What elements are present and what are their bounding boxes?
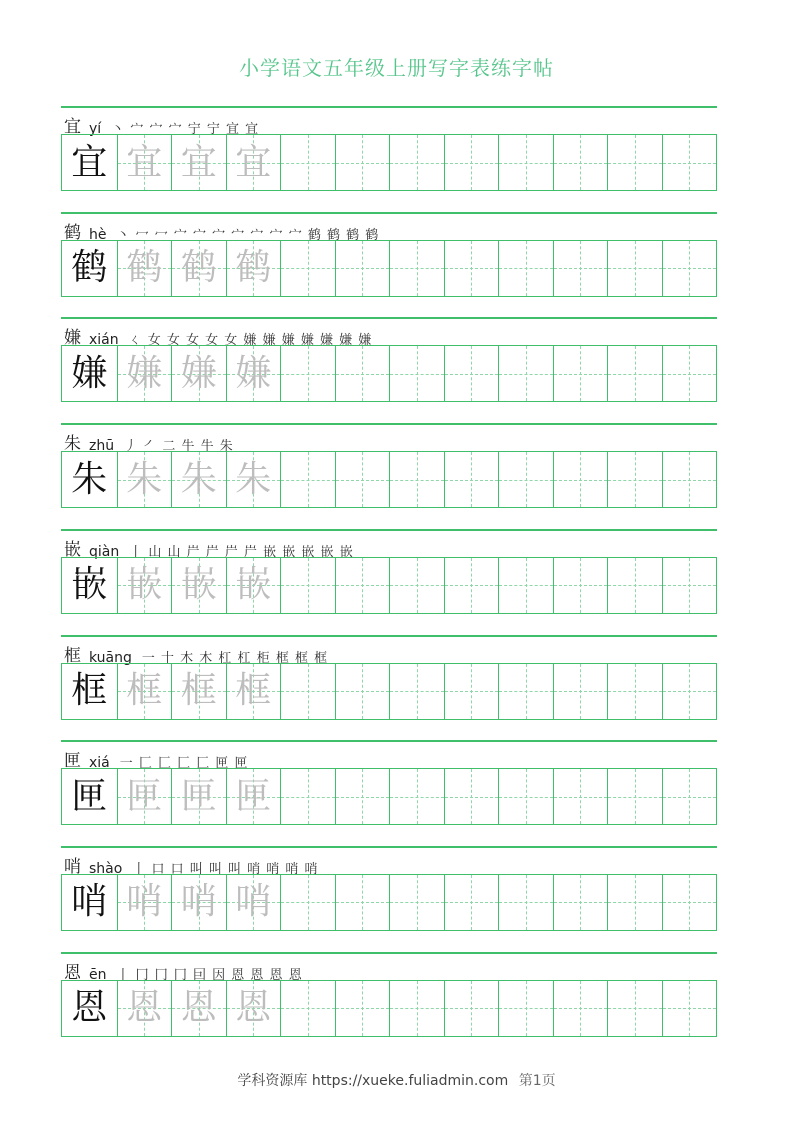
blank-cell[interactable] (498, 875, 553, 930)
guide-line-vertical (526, 875, 527, 930)
guide-line-vertical (362, 452, 363, 507)
blank-cell[interactable] (444, 452, 499, 507)
pinyin-label: hè (89, 226, 107, 243)
guide-line-vertical (689, 135, 690, 190)
blank-cell[interactable] (280, 558, 335, 613)
char-label: 匣 (64, 751, 81, 772)
guide-line-vertical (580, 135, 581, 190)
guide-line-vertical (471, 135, 472, 190)
blank-cell[interactable] (553, 664, 608, 719)
blank-cell[interactable] (662, 135, 717, 190)
guide-line-vertical (689, 241, 690, 296)
trace-character: 匣 (180, 775, 217, 817)
blank-cell[interactable] (444, 875, 499, 930)
char-practice-row (61, 423, 717, 529)
guide-line-vertical (471, 241, 472, 296)
guide-line-vertical (689, 875, 690, 930)
guide-line-vertical (308, 875, 309, 930)
trace-character: 宜 (235, 141, 272, 183)
trace-character: 朱 (235, 458, 272, 500)
blank-cell[interactable] (444, 241, 499, 296)
trace-cell[interactable] (117, 346, 172, 401)
trace-character: 宜 (180, 141, 217, 183)
blank-cell[interactable] (389, 241, 444, 296)
section-divider (61, 952, 717, 954)
guide-line-vertical (635, 664, 636, 719)
pinyin-label: kuāng (89, 649, 132, 666)
blank-cell[interactable] (498, 135, 553, 190)
footer-page: 第1页 (518, 1073, 556, 1089)
trace-character: 框 (235, 670, 272, 711)
blank-cell[interactable] (553, 452, 608, 507)
guide-line-vertical (471, 452, 472, 507)
section-divider (61, 635, 717, 637)
model-character: 宜 (71, 141, 108, 183)
model-character: 朱 (71, 458, 108, 500)
trace-cell[interactable] (117, 981, 172, 1036)
char-label: 朱 (64, 434, 81, 455)
pinyin-label: ēn (89, 966, 107, 983)
guide-line-vertical (580, 769, 581, 824)
writing-grid (61, 980, 717, 1037)
guide-line-vertical (635, 769, 636, 824)
guide-line-vertical (471, 875, 472, 930)
char-label: 鹤 (64, 222, 81, 243)
blank-cell[interactable] (389, 346, 444, 401)
model-character: 嫌 (71, 352, 108, 394)
blank-cell[interactable] (280, 981, 335, 1036)
char-practice-row (61, 846, 717, 952)
guide-line-vertical (417, 558, 418, 613)
blank-cell[interactable] (335, 875, 390, 930)
trace-character: 宜 (126, 141, 163, 183)
blank-cell[interactable] (607, 875, 662, 930)
guide-line-vertical (362, 241, 363, 296)
guide-line-vertical (526, 241, 527, 296)
blank-cell[interactable] (662, 346, 717, 401)
blank-cell[interactable] (553, 558, 608, 613)
trace-cell[interactable] (226, 241, 281, 296)
blank-cell[interactable] (335, 664, 390, 719)
blank-cell[interactable] (607, 241, 662, 296)
pinyin-label: xián (89, 332, 119, 349)
guide-line-vertical (689, 769, 690, 824)
model-character: 框 (71, 670, 108, 711)
blank-cell[interactable] (444, 981, 499, 1036)
char-label: 恩 (64, 962, 81, 983)
writing-grid (61, 240, 717, 297)
guide-line-vertical (471, 981, 472, 1036)
blank-cell[interactable] (662, 558, 717, 613)
blank-cell[interactable] (389, 558, 444, 613)
trace-character: 嵌 (126, 564, 163, 606)
blank-cell[interactable] (553, 981, 608, 1036)
char-practice-row (61, 212, 717, 318)
trace-character: 鹤 (235, 247, 272, 289)
blank-cell[interactable] (607, 558, 662, 613)
trace-cell[interactable] (171, 875, 226, 930)
blank-cell[interactable] (662, 452, 717, 507)
trace-cell[interactable] (226, 769, 281, 824)
trace-cell[interactable] (117, 241, 172, 296)
blank-cell[interactable] (662, 981, 717, 1036)
guide-line-vertical (580, 452, 581, 507)
guide-line-vertical (689, 664, 690, 719)
trace-character: 哨 (235, 881, 272, 923)
blank-cell[interactable] (280, 135, 335, 190)
blank-cell[interactable] (498, 981, 553, 1036)
blank-cell[interactable] (389, 769, 444, 824)
pinyin-label: qiàn (89, 543, 120, 560)
guide-line-vertical (689, 346, 690, 401)
stroke-order: 丨 山 山 屵 屵 屵 屵 嵌 嵌 嵌 嵌 嵌 (129, 544, 354, 560)
page-title: 小学语文五年级上册写字表练字帖 (239, 56, 554, 80)
blank-cell[interactable] (280, 664, 335, 719)
guide-line-vertical (635, 981, 636, 1036)
guide-line-vertical (526, 452, 527, 507)
blank-cell[interactable] (444, 135, 499, 190)
guide-line-vertical (580, 981, 581, 1036)
trace-character: 鹤 (126, 247, 163, 289)
guide-line-vertical (308, 769, 309, 824)
model-character: 匣 (71, 775, 108, 817)
guide-line-vertical (417, 135, 418, 190)
blank-cell[interactable] (280, 769, 335, 824)
blank-cell[interactable] (389, 452, 444, 507)
stroke-order: 丨 冂 冂 冂 囙 因 恩 恩 恩 恩 (116, 967, 303, 983)
trace-character: 朱 (126, 458, 163, 500)
model-cell (62, 664, 117, 719)
model-character: 哨 (71, 881, 108, 923)
guide-line-vertical (308, 558, 309, 613)
char-practice-row (61, 740, 717, 846)
guide-line-vertical (308, 664, 309, 719)
trace-cell[interactable] (171, 558, 226, 613)
trace-cell[interactable] (171, 981, 226, 1036)
guide-line-vertical (471, 769, 472, 824)
pinyin-label: shào (89, 860, 123, 877)
section-divider (61, 740, 717, 742)
stroke-order: 丶 冖 冖 宀 宀 宀 宀 宀 宀 宀 鹤 鹤 鹤 鹤 (116, 227, 380, 243)
trace-cell[interactable] (171, 664, 226, 719)
blank-cell[interactable] (607, 981, 662, 1036)
model-character: 鹤 (71, 247, 108, 289)
stroke-order: 丶 宀 宀 宀 宁 宁 宜 宜 (111, 122, 260, 137)
model-cell (62, 241, 117, 296)
trace-cell[interactable] (171, 769, 226, 824)
guide-line-vertical (362, 769, 363, 824)
trace-cell[interactable] (117, 135, 172, 190)
guide-line-vertical (580, 875, 581, 930)
guide-line-vertical (362, 875, 363, 930)
trace-cell[interactable] (226, 981, 281, 1036)
guide-line-vertical (417, 664, 418, 719)
guide-line-vertical (526, 558, 527, 613)
blank-cell[interactable] (280, 241, 335, 296)
blank-cell[interactable] (444, 558, 499, 613)
guide-line-vertical (526, 769, 527, 824)
guide-line-vertical (635, 346, 636, 401)
trace-character: 恩 (235, 987, 272, 1029)
guide-line-vertical (417, 241, 418, 296)
writing-grid (61, 134, 717, 191)
model-cell (62, 135, 117, 190)
model-cell (62, 875, 117, 930)
guide-line-vertical (362, 558, 363, 613)
guide-line-vertical (308, 241, 309, 296)
model-character: 恩 (71, 987, 108, 1029)
trace-character: 匣 (235, 775, 272, 817)
char-label: 框 (64, 645, 81, 666)
model-cell (62, 769, 117, 824)
guide-line-vertical (471, 558, 472, 613)
footer (0, 1070, 793, 1090)
blank-cell[interactable] (444, 769, 499, 824)
stroke-order: ㄑ 女 女 女 女 女 嫌 嫌 嫌 嫌 嫌 嫌 嫌 (128, 333, 373, 349)
trace-character: 哨 (180, 881, 217, 923)
guide-line-vertical (635, 558, 636, 613)
section-divider (61, 106, 717, 108)
blank-cell[interactable] (553, 135, 608, 190)
guide-line-vertical (362, 346, 363, 401)
stroke-order: 丿 ㇒ 二 牛 牛 朱 (124, 439, 234, 455)
model-cell (62, 981, 117, 1036)
guide-line-vertical (526, 981, 527, 1036)
trace-character: 框 (126, 670, 163, 711)
guide-line-vertical (308, 135, 309, 190)
writing-grid (61, 451, 717, 508)
blank-cell[interactable] (553, 875, 608, 930)
trace-cell[interactable] (226, 346, 281, 401)
writing-grid (61, 557, 717, 614)
stroke-order: 一 十 木 木 杠 杠 柜 框 框 框 (141, 650, 329, 666)
section-divider (61, 212, 717, 214)
blank-cell[interactable] (662, 875, 717, 930)
trace-cell[interactable] (226, 875, 281, 930)
section-divider (61, 529, 717, 531)
blank-cell[interactable] (498, 558, 553, 613)
blank-cell[interactable] (607, 452, 662, 507)
guide-line-vertical (635, 875, 636, 930)
blank-cell[interactable] (498, 241, 553, 296)
char-practice-row (61, 106, 717, 212)
guide-line-vertical (417, 452, 418, 507)
guide-line-vertical (580, 346, 581, 401)
trace-character: 朱 (180, 458, 217, 500)
blank-cell[interactable] (389, 875, 444, 930)
blank-cell[interactable] (498, 664, 553, 719)
stroke-order: 丨 口 口 叫 叫 叫 哨 哨 哨 哨 (132, 861, 319, 877)
trace-cell[interactable] (117, 452, 172, 507)
trace-character: 嫌 (180, 352, 217, 394)
model-cell (62, 452, 117, 507)
trace-character: 嵌 (235, 564, 272, 606)
blank-cell[interactable] (662, 664, 717, 719)
trace-cell[interactable] (226, 664, 281, 719)
blank-cell[interactable] (389, 135, 444, 190)
trace-cell[interactable] (226, 452, 281, 507)
blank-cell[interactable] (335, 135, 390, 190)
blank-cell[interactable] (335, 241, 390, 296)
blank-cell[interactable] (498, 769, 553, 824)
guide-line-vertical (635, 452, 636, 507)
blank-cell[interactable] (335, 452, 390, 507)
blank-cell[interactable] (498, 452, 553, 507)
blank-cell[interactable] (335, 346, 390, 401)
guide-line-vertical (417, 981, 418, 1036)
guide-line-vertical (417, 875, 418, 930)
trace-cell[interactable] (117, 769, 172, 824)
char-label: 哨 (64, 856, 81, 877)
model-character: 嵌 (71, 564, 108, 606)
trace-character: 恩 (180, 987, 217, 1029)
blank-cell[interactable] (444, 346, 499, 401)
trace-character: 哨 (126, 881, 163, 923)
guide-line-vertical (526, 664, 527, 719)
blank-cell[interactable] (662, 241, 717, 296)
model-cell (62, 558, 117, 613)
blank-cell[interactable] (553, 346, 608, 401)
trace-character: 嵌 (180, 564, 217, 606)
guide-line-vertical (417, 769, 418, 824)
section-divider (61, 423, 717, 425)
stroke-order: 一 匚 匚 匚 匚 匣 匣 (119, 756, 249, 772)
guide-line-vertical (580, 558, 581, 613)
trace-character: 恩 (126, 987, 163, 1029)
trace-cell[interactable] (117, 664, 172, 719)
guide-line-vertical (417, 346, 418, 401)
pinyin-label: zhū (89, 438, 115, 455)
pinyin-label: yí (89, 121, 102, 137)
guide-line-vertical (635, 135, 636, 190)
guide-line-vertical (471, 664, 472, 719)
writing-grid (61, 663, 717, 720)
blank-cell[interactable] (280, 875, 335, 930)
footer-source: 学科资源库 https://xueke.fuliadmin.com (237, 1073, 509, 1089)
guide-line-vertical (526, 135, 527, 190)
trace-character: 嫌 (235, 352, 272, 394)
trace-character: 嫌 (126, 352, 163, 394)
blank-cell[interactable] (607, 346, 662, 401)
guide-line-vertical (308, 346, 309, 401)
trace-cell[interactable] (171, 135, 226, 190)
guide-line-vertical (689, 452, 690, 507)
blank-cell[interactable] (335, 558, 390, 613)
trace-cell[interactable] (226, 135, 281, 190)
section-divider (61, 846, 717, 848)
guide-line-vertical (362, 981, 363, 1036)
guide-line-vertical (362, 664, 363, 719)
blank-cell[interactable] (335, 769, 390, 824)
pinyin-label: xiá (89, 755, 110, 772)
guide-line-vertical (526, 346, 527, 401)
guide-line-vertical (308, 981, 309, 1036)
trace-cell[interactable] (117, 875, 172, 930)
trace-character: 匣 (126, 775, 163, 817)
char-practice-row (61, 635, 717, 741)
blank-cell[interactable] (280, 346, 335, 401)
trace-cell[interactable] (117, 558, 172, 613)
guide-line-vertical (471, 346, 472, 401)
blank-cell[interactable] (662, 769, 717, 824)
writing-grid (61, 874, 717, 931)
model-cell (62, 346, 117, 401)
char-label: 嵌 (64, 539, 81, 560)
blank-cell[interactable] (444, 664, 499, 719)
blank-cell[interactable] (335, 981, 390, 1036)
blank-cell[interactable] (607, 664, 662, 719)
char-label: 宜 (64, 117, 81, 137)
writing-grid (61, 768, 717, 825)
char-practice-row (61, 952, 717, 1058)
blank-cell[interactable] (498, 346, 553, 401)
guide-line-vertical (362, 135, 363, 190)
trace-character: 鹤 (180, 247, 217, 289)
guide-line-vertical (580, 241, 581, 296)
guide-line-vertical (689, 558, 690, 613)
blank-cell[interactable] (607, 135, 662, 190)
char-practice-row (61, 317, 717, 423)
blank-cell[interactable] (389, 981, 444, 1036)
blank-cell[interactable] (389, 664, 444, 719)
char-label: 嫌 (64, 328, 81, 349)
blank-cell[interactable] (607, 769, 662, 824)
blank-cell[interactable] (280, 452, 335, 507)
char-practice-row (61, 529, 717, 635)
trace-cell[interactable] (171, 241, 226, 296)
guide-line-vertical (635, 241, 636, 296)
blank-cell[interactable] (553, 241, 608, 296)
trace-cell[interactable] (171, 346, 226, 401)
blank-cell[interactable] (553, 769, 608, 824)
guide-line-vertical (308, 452, 309, 507)
guide-line-vertical (580, 664, 581, 719)
section-divider (61, 317, 717, 319)
trace-cell[interactable] (171, 452, 226, 507)
trace-cell[interactable] (226, 558, 281, 613)
writing-grid (61, 345, 717, 402)
guide-line-vertical (689, 981, 690, 1036)
trace-character: 框 (180, 670, 217, 711)
